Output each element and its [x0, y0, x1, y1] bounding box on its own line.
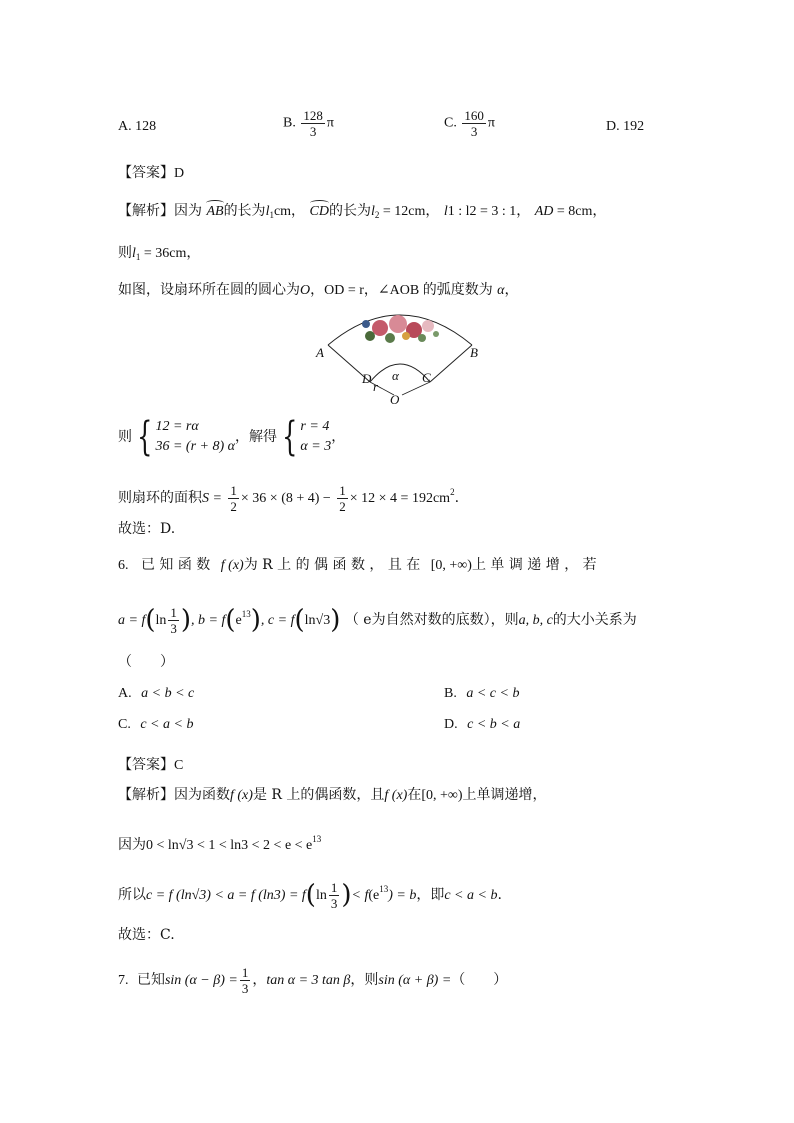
answer-label: 【答案】 [118, 757, 174, 773]
option-letter: D. [444, 717, 458, 732]
equation: r = 4 [300, 419, 330, 434]
fraction: $\frac{160}{3}$ [464, 108, 484, 139]
analysis-text: = 8cm， [553, 204, 607, 219]
q5-analysis-line-1 [118, 201, 606, 225]
analysis-text: ， [504, 282, 519, 298]
option-value: 192 [623, 119, 645, 134]
analysis-label: 【解析】 [118, 203, 174, 219]
q6-option-a [118, 686, 194, 702]
fraction-one-third: $\frac{1}{3}$ [241, 964, 249, 996]
analysis-text: 上单调递增， [462, 787, 547, 803]
q5-answer [118, 163, 184, 184]
function-fx: f (x) [384, 788, 408, 803]
question-text: （ e为自然对数的底数），则 [344, 612, 519, 628]
arc-ab: AB [206, 202, 223, 222]
analysis-text: 的长为 [328, 203, 371, 219]
option-letter: C. [118, 717, 131, 732]
vars-abc: a, b, c [518, 613, 553, 628]
right-edge [430, 345, 472, 382]
ratio-var: l [443, 204, 448, 219]
pi-symbol: π [487, 115, 495, 131]
function-fx: f (x) [220, 558, 244, 573]
equation: α = 3 [300, 439, 332, 454]
pi-symbol: π [326, 115, 334, 131]
q5-system-line [118, 414, 346, 460]
option-b [283, 108, 334, 139]
q6-paren [118, 652, 174, 672]
option-letter: A. [118, 686, 132, 701]
subscript: 1 [135, 252, 141, 262]
superscript: 13 [379, 884, 389, 894]
analysis-text: . [497, 887, 502, 903]
subscript: 2 [374, 210, 380, 220]
def-c: , c = f [260, 613, 295, 628]
answer-value: D [174, 166, 185, 181]
question-text: 的大小关系为 [552, 612, 637, 628]
analysis-text: 的长为 [223, 203, 266, 219]
equation: 36 = (r + 8) α [155, 439, 235, 454]
conclusion-text: 故选：C. [118, 927, 175, 943]
q6-conclusion [118, 925, 175, 945]
q6-option-c [118, 717, 193, 733]
sin-sum-expr: sin (α + β) = [378, 973, 452, 988]
fraction-half: $\frac{1}{2}$ [339, 482, 346, 514]
inequality-chain: 0 < ln√3 < 1 < ln3 < 2 < e < e [146, 838, 313, 853]
label-r: r [373, 379, 379, 394]
analysis-text: ， [331, 429, 346, 445]
analysis-text: . [454, 490, 460, 506]
question-text: 已 知 函 数 [140, 557, 211, 573]
option-d [606, 119, 644, 135]
q6-analysis-line-1 [118, 785, 547, 806]
analysis-text: 因为 [174, 203, 202, 219]
q6-analysis-line-2 [118, 829, 321, 856]
q5-analysis-line-2 [118, 243, 200, 267]
option-value: c < b < a [467, 717, 521, 732]
question-number: 6. [118, 558, 129, 573]
analysis-text: ，即 [416, 887, 445, 903]
q6-option-d [444, 717, 520, 733]
label-a: A [316, 345, 324, 360]
option-value: a < c < b [466, 686, 520, 701]
area-expr: × 36 × (8 + 4) − [240, 491, 331, 506]
answer-value: C [174, 758, 184, 773]
var-o: O [300, 283, 311, 298]
system-2 [300, 417, 331, 457]
area-expr: S = [202, 491, 222, 506]
q6-analysis-line-3: 所以c = f (ln√3) < a = f (ln3) = f(ln $\frac{1}{3}$ )< $f(e^{13}) = b$，即c < a < b. [118, 879, 502, 911]
analysis-text: 在 [407, 787, 422, 803]
ln-text: ln [155, 613, 167, 628]
question-text: 已知 [136, 972, 165, 988]
analysis-text: 则 [118, 245, 132, 261]
question-number: 7. [118, 973, 129, 988]
ratio-text: 1 : l2 = 3 : 1， [447, 204, 531, 219]
analysis-text: = 36cm， [140, 246, 201, 261]
subscript: 1 [269, 210, 274, 220]
q5-conclusion [118, 519, 175, 539]
var-l1: l [265, 204, 270, 219]
question-text: ，则 [350, 972, 379, 988]
inequality-chain: c = f (ln√3) < a = f (ln3) = f [146, 888, 306, 903]
brace-icon: { [282, 414, 298, 460]
interval: [0, +∞) [421, 788, 463, 803]
area-expr: × 12 × 4 = 192cm [349, 491, 451, 506]
fraction: $\frac{128}{3}$ [303, 108, 323, 139]
answer-blank: （ ） [451, 972, 508, 988]
analysis-text: ，OD = r，∠AOB 的弧度数为 [310, 283, 493, 298]
segment-ad: AD [534, 204, 554, 219]
analysis-text: 因为 [118, 837, 146, 853]
q6-answer [118, 755, 183, 776]
superscript: 13 [312, 834, 322, 844]
function-fx: f (x) [230, 788, 253, 803]
analysis-text: = 12cm， [379, 204, 440, 219]
superscript: 13 [241, 609, 251, 619]
equation: 12 = rα [155, 419, 199, 434]
interval: [0, +∞) [430, 558, 472, 573]
q5-area-line [118, 475, 459, 516]
q7-stem [118, 963, 507, 998]
fan-ring-figure [310, 300, 490, 410]
option-value: 128 [135, 119, 157, 134]
option-letter: A. [118, 119, 132, 134]
q5-analysis-line-3 [118, 280, 519, 301]
option-value: c < a < b [140, 717, 194, 732]
label-o: O [390, 392, 400, 407]
tan-expr: tan α = 3 tan β [266, 973, 351, 988]
label-c: C [422, 370, 431, 385]
option-letter: B. [283, 115, 296, 131]
analysis-label: 【解析】 [118, 787, 174, 803]
question-text: 上 单 调 递 增 ， 若 [471, 557, 597, 573]
system-1 [155, 417, 235, 457]
ln-text: ln [315, 888, 327, 903]
fraction-one-third: $\frac{1}{3}$ [330, 879, 338, 911]
fraction-half: $\frac{1}{2}$ [230, 482, 237, 514]
inequality-chain: < f [351, 888, 369, 903]
final-order: c < a < b [444, 888, 498, 903]
conclusion-text: 故选：D. [118, 521, 176, 537]
answer-blank: （ ） [118, 654, 174, 670]
option-letter: D. [606, 119, 620, 134]
option-letter: B. [444, 686, 457, 701]
option-c [444, 108, 495, 139]
q6-stem-line-2: a = f(ln $\frac{1}{3}$ ), $b = f(e^{13})$, c = f(ln√3) （ e为自然对数的底数），则a, b, c的大小关系为 [118, 604, 637, 636]
label-b: B [470, 345, 478, 360]
fraction-one-third: $\frac{1}{3}$ [170, 604, 177, 636]
e-text: (e [368, 888, 380, 903]
analysis-text: 则 [118, 429, 132, 445]
analysis-text: ，解得 [234, 429, 277, 445]
q6-stem-line-1 [118, 555, 597, 576]
def-a: a = f [118, 613, 146, 628]
def-b: , b = f [191, 613, 226, 628]
analysis-text: 因为函数 [174, 787, 230, 803]
ln-sqrt: ln√3 [304, 613, 331, 628]
option-value: a < b < c [141, 686, 195, 701]
label-alpha: α [392, 368, 399, 383]
e-text: e [235, 613, 242, 628]
option-letter: C. [444, 115, 457, 131]
analysis-text: 是 R 上的偶函数，且 [252, 787, 385, 803]
arc-cd: CD [310, 202, 329, 222]
answer-label: 【答案】 [118, 165, 174, 181]
analysis-text: 如图，设扇环所在圆的圆心为 [118, 282, 300, 298]
question-text: ， [252, 972, 267, 988]
inequality-chain: ) = b [388, 888, 417, 903]
inner-arc [370, 364, 430, 382]
analysis-text: 则扇环的面积 [118, 490, 202, 506]
analysis-text: cm， [273, 204, 306, 219]
var-l1: l [132, 246, 136, 261]
var-l2: l [370, 204, 375, 219]
option-a [118, 119, 156, 135]
superscript: 2 [450, 487, 455, 497]
label-d: D [362, 371, 372, 386]
q6-option-b [444, 686, 519, 702]
analysis-text: 所以 [118, 887, 146, 903]
sin-expr: sin (α − β) = [164, 973, 238, 988]
var-alpha: α [497, 283, 505, 298]
brace-icon: { [137, 414, 153, 460]
question-text: 为 R 上 的 偶 函 数 ， 且 在 [243, 557, 421, 573]
